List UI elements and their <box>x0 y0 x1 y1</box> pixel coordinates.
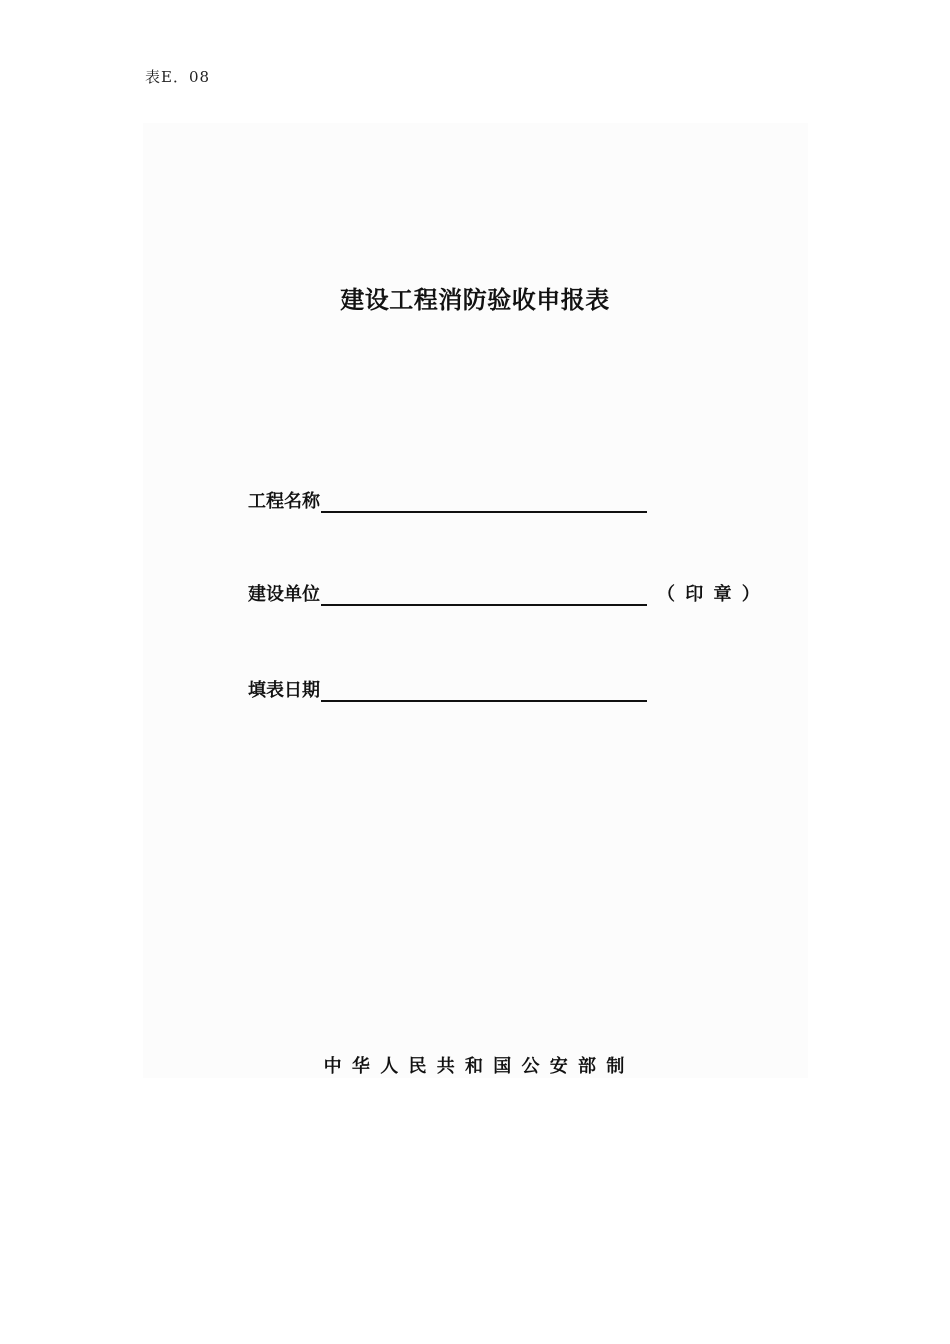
construction-unit-line[interactable] <box>321 584 647 606</box>
construction-unit-field <box>248 576 762 606</box>
project-name-line[interactable] <box>321 491 647 513</box>
form-code: 表E．08 <box>145 68 211 86</box>
form-title: 建设工程消防验收申报表 <box>340 286 610 314</box>
issuer-text: 中 华 人 民 共 和 国 公 安 部 制 <box>323 1056 627 1077</box>
construction-unit-label: 建设单位 <box>248 584 320 605</box>
fill-date-line[interactable] <box>321 680 647 702</box>
fill-date-label: 填表日期 <box>248 680 320 701</box>
project-name-label: 工程名称 <box>248 491 320 512</box>
seal-note: （ 印 章 ） <box>657 584 762 605</box>
fill-date-field <box>248 672 647 702</box>
project-name-field <box>248 483 647 513</box>
